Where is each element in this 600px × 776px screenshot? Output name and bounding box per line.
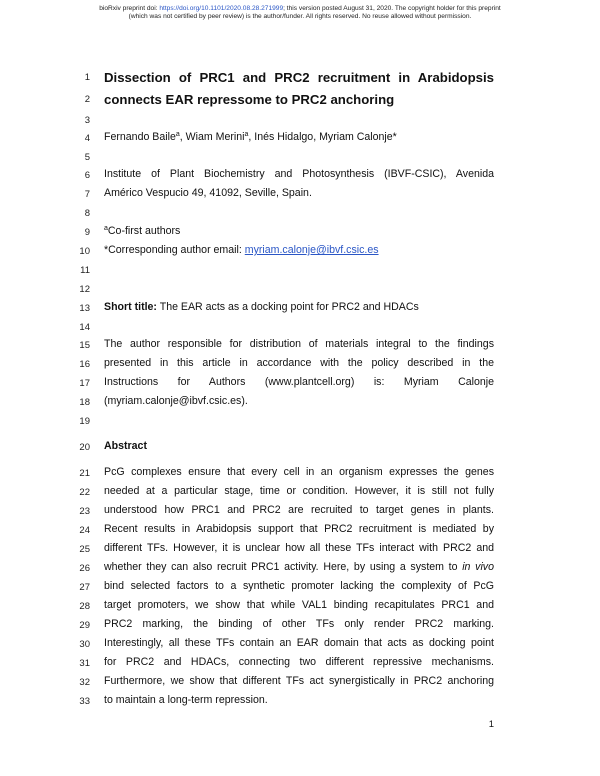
line-number: 5 [84,152,90,163]
text-line [104,395,494,407]
text-line [104,675,494,687]
preprint-header [0,5,600,21]
line-number: 26 [79,563,90,574]
text-line [104,244,494,256]
line-number: 8 [84,208,90,219]
line-number: 15 [79,340,90,351]
text-line [104,376,494,388]
text-segment: PcG complexes ensure that every cell in an organism expresses the genes [104,466,494,478]
line-number: 20 [79,442,90,453]
text-segment: Dissection of PRC1 and PRC2 recruitment in Arabidopsis [104,70,494,85]
text-segment: different TFs. However, it is unclear how all these TFs interact with PRC2 and [104,542,494,554]
line-number: 13 [79,303,90,314]
text-line [104,637,494,649]
text-segment: PRC2 marking, the binding of other TFs only render PRC2 marking. [104,618,494,630]
text-segment: (myriam.calonje@ibvf.csic.es). [104,395,248,407]
line-number: 31 [79,658,90,669]
text-segment: target promoters, we show that while VAL1 binding recapitulates PRC1 and [104,599,494,611]
header-line-2: (which was not certified by peer review) is the author/funder. All rights reserved. No reuse allowed without permission. [128,13,472,21]
text-segment: , Inés Hidalgo, Myriam Calonje* [248,131,397,143]
text-line [104,131,494,143]
line-number: 32 [79,677,90,688]
line-number: 10 [79,246,90,257]
text-segment: understood how PRC1 and PRC2 are recruited to target genes in plants. [104,504,494,516]
text-segment: Institute of Plant Biochemistry and Photosynthesis (IBVF-CSIC), Avenida [104,168,494,180]
line-number: 9 [84,227,90,238]
affiliation-mark: a [104,225,108,232]
line-number: 4 [84,133,90,144]
text-line [104,338,494,350]
text-line [104,523,494,535]
text-segment: *Corresponding author email: [104,244,245,256]
text-line [104,580,494,592]
text-line [104,485,494,497]
text-segment: Abstract [104,440,147,452]
paper-title-line [104,70,494,85]
line-number: 12 [79,284,90,295]
page-number: 1 [488,719,494,730]
text-line [104,301,494,313]
text-line [104,168,494,180]
text-line [104,357,494,369]
line-number: 7 [84,189,90,200]
header-suffix: ; this version posted August 31, 2020. The copyright holder for this preprint [283,5,501,12]
line-number: 28 [79,601,90,612]
text-segment: connects EAR repressome to PRC2 anchoring [104,92,395,107]
email-link[interactable]: myriam.calonje@ibvf.csic.es [244,244,379,256]
text-segment: needed at a particular stage, time or condition. However, it is still not fully [104,485,494,497]
text-line [104,618,494,630]
text-segment: Interestingly, all these TFs contain an EAR domain that acts as docking point [104,637,494,649]
text-line [104,599,494,611]
line-number: 17 [79,378,90,389]
line-number: 21 [79,468,90,479]
text-line [104,504,494,516]
text-segment: in vivo [462,561,494,573]
affiliation-mark: a [244,131,249,138]
text-segment: , Wiam Merini [179,131,245,143]
text-line [104,440,494,452]
line-number: 33 [79,696,90,707]
line-number: 25 [79,544,90,555]
text-segment: for PRC2 and HDACs, connecting two different repressive mechanisms. [104,656,494,668]
line-number: 22 [79,487,90,498]
text-line [104,187,494,199]
text-segment: bind selected factors to a synthetic promoter lacking the complexity of PcG [104,580,494,592]
text-segment: Short title: [104,301,157,313]
text-segment: Américo Vespucio 49, 41092, Seville, Spain. [104,187,312,199]
text-segment: whether they can also recruit PRC1 activity. Here, by using a system to [104,561,463,573]
header-line-1 [0,5,600,13]
line-number: 1 [84,72,90,83]
line-number: 14 [79,322,90,333]
paper-title-line [104,92,494,107]
text-segment: Recent results in Arabidopsis support that PRC2 recruitment is mediated by [104,523,494,535]
line-number: 6 [84,170,90,181]
text-segment: Fernando Baile [104,131,176,143]
line-number: 3 [84,115,90,126]
line-number: 2 [84,94,90,105]
text-line [104,694,494,706]
text-segment: Co-first authors [107,225,181,237]
doi-link[interactable]: https://doi.org/10.1101/2020.08.28.271999 [159,5,284,12]
line-number: 19 [79,416,90,427]
text-line [104,561,494,573]
affiliation-mark: a [175,131,180,138]
line-number: 16 [79,359,90,370]
text-segment: presented in this article in accordance with the policy described in the [104,357,494,369]
line-number: 18 [79,397,90,408]
line-number: 11 [80,265,90,276]
text-line [104,656,494,668]
line-number: 23 [79,506,90,517]
text-segment: The EAR acts as a docking point for PRC2 and HDACs [156,301,419,313]
text-segment: Instructions for Authors (www.plantcell.org) is: Myriam Calonje [104,376,494,388]
text-line [104,225,494,237]
text-segment: The author responsible for distribution of materials integral to the findings [104,338,494,350]
line-number: 24 [79,525,90,536]
text-segment: Furthermore, we show that different TFs act synergistically in PRC2 anchoring [104,675,494,687]
line-number: 29 [79,620,90,631]
line-number: 30 [79,639,90,650]
header-prefix: bioRxiv preprint doi: [99,5,160,12]
text-segment: to maintain a long-term repression. [104,694,268,706]
text-line [104,466,494,478]
line-number: 27 [79,582,90,593]
text-line [104,542,494,554]
